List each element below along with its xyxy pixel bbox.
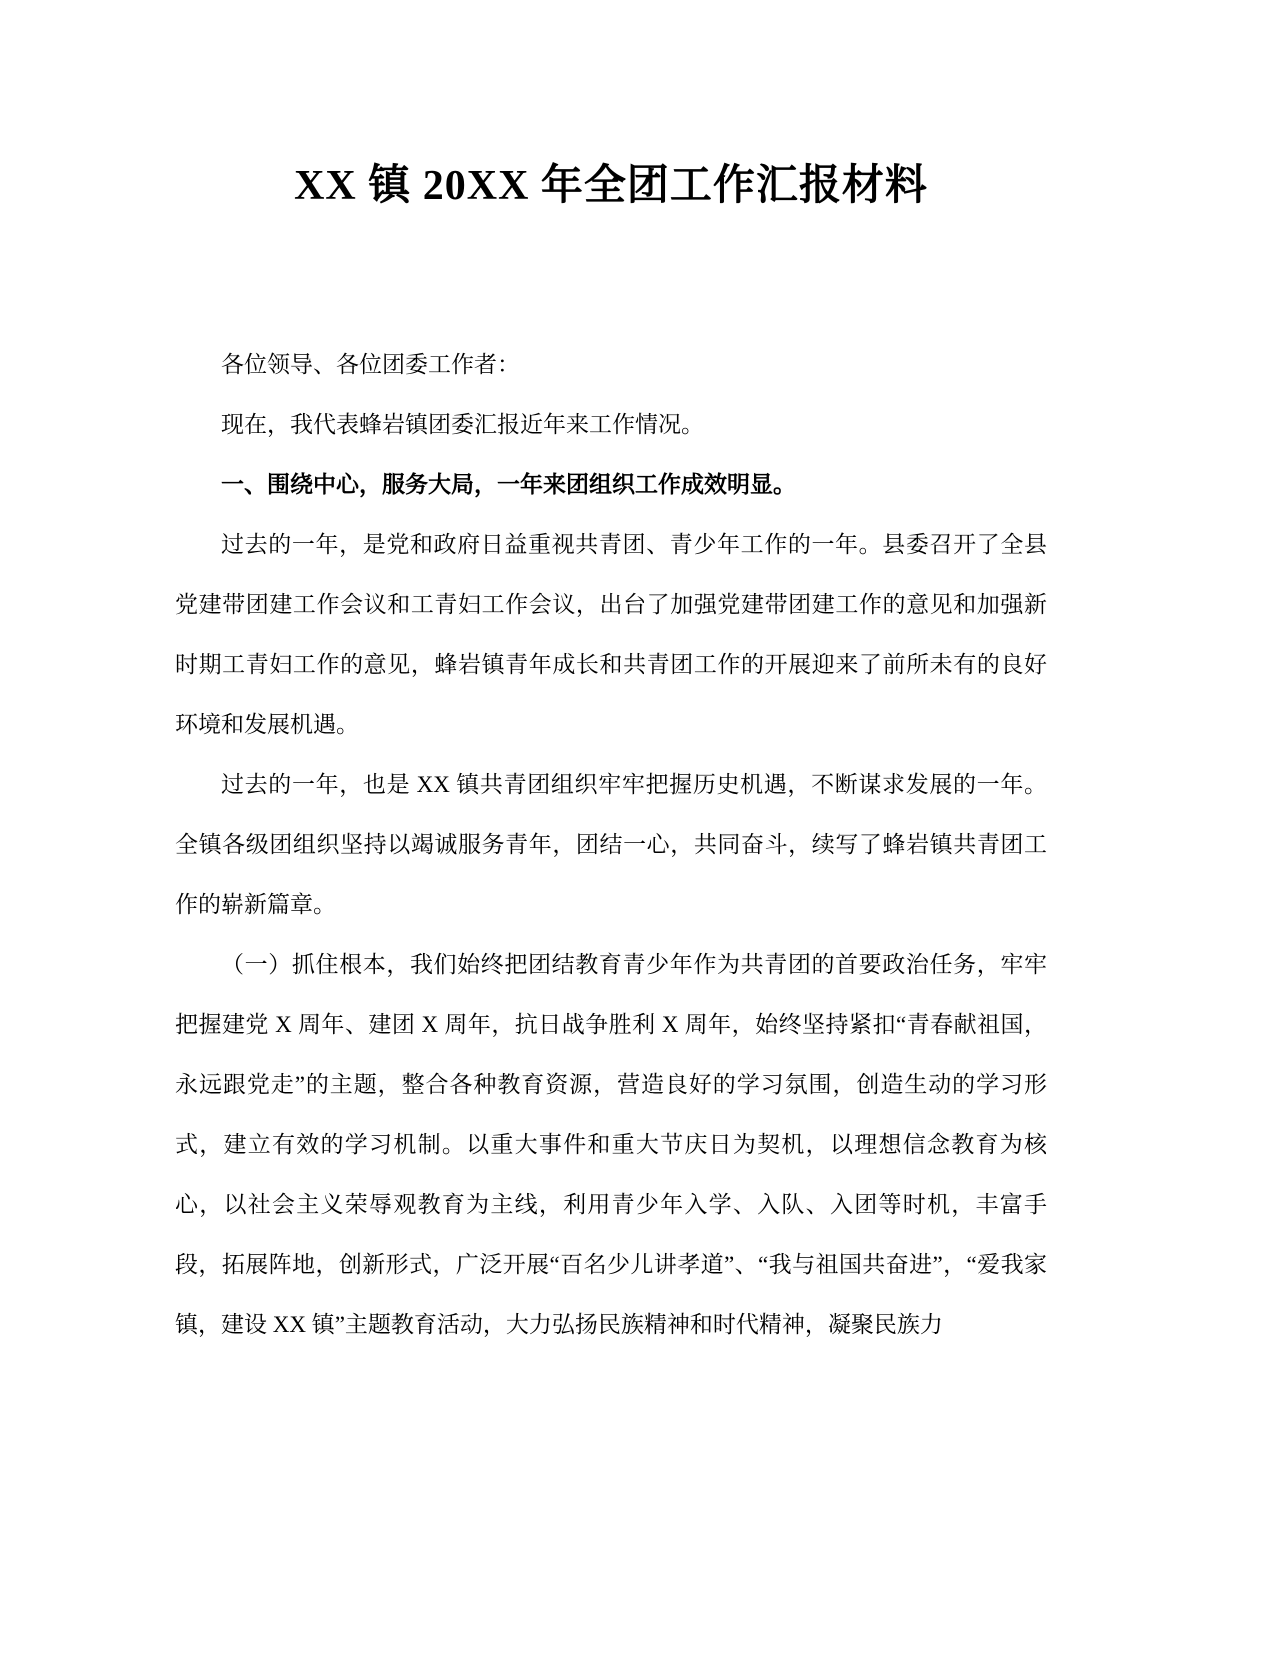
body-paragraph: 过去的一年，是党和政府日益重视共青团、青少年工作的一年。县委召开了全县党建带团建工作会议和工青妇工作会议，出台了加强党建带团建工作的意见和加强新时期工青妇工作的意见，蜂岩镇青年成长和共青团工作的开展迎来了前所未有的良好环境和发展机遇。 — [175, 531, 1047, 737]
body-paragraph: 过去的一年，也是 XX 镇共青团组织牢牢把握历史机遇，不断谋求发展的一年。全镇各级团组织坚持以竭诚服务青年，团结一心，共同奋斗，续写了蜂岩镇共青团工作的崭新篇章。 — [175, 771, 1047, 917]
section-heading: 一、围绕中心，服务大局，一年来团组织工作成效明显。 — [221, 471, 796, 497]
body-paragraph: （一）抓住根本，我们始终把团结教育青少年作为共青团的首要政治任务，牢牢把握建党 X 周年、建团 X 周年，抗日战争胜利 X 周年，始终坚持紧扣“青春献祖国，永远跟党走”的主题，整合各种教育资源，营造良好的学习氛围，创造生动的学习形式，建立有效的学习机制。以重大事件和重大节庆日为契机，以理想信念教育为核心，以社会主义荣辱观教育为主线，利用青少年入学、入队、入团等时机，丰富手段，拓展阵地，创新形式，广泛开展“百名少儿讲孝道”、“我与祖国共奋进”，“爱我家镇，建设 XX 镇”主题教育活动，大力弘扬民族精神和时代精神，凝聚民族力 — [175, 951, 1047, 1337]
document-content — [175, 160, 1047, 1355]
document-body — [175, 335, 1047, 1355]
document-title: XX 镇 20XX 年全团工作汇报材料 — [294, 163, 928, 209]
body-paragraph: 现在，我代表蜂岩镇团委汇报近年来工作情况。 — [221, 411, 704, 437]
body-paragraph: 各位领导、各位团委工作者： — [221, 351, 520, 377]
